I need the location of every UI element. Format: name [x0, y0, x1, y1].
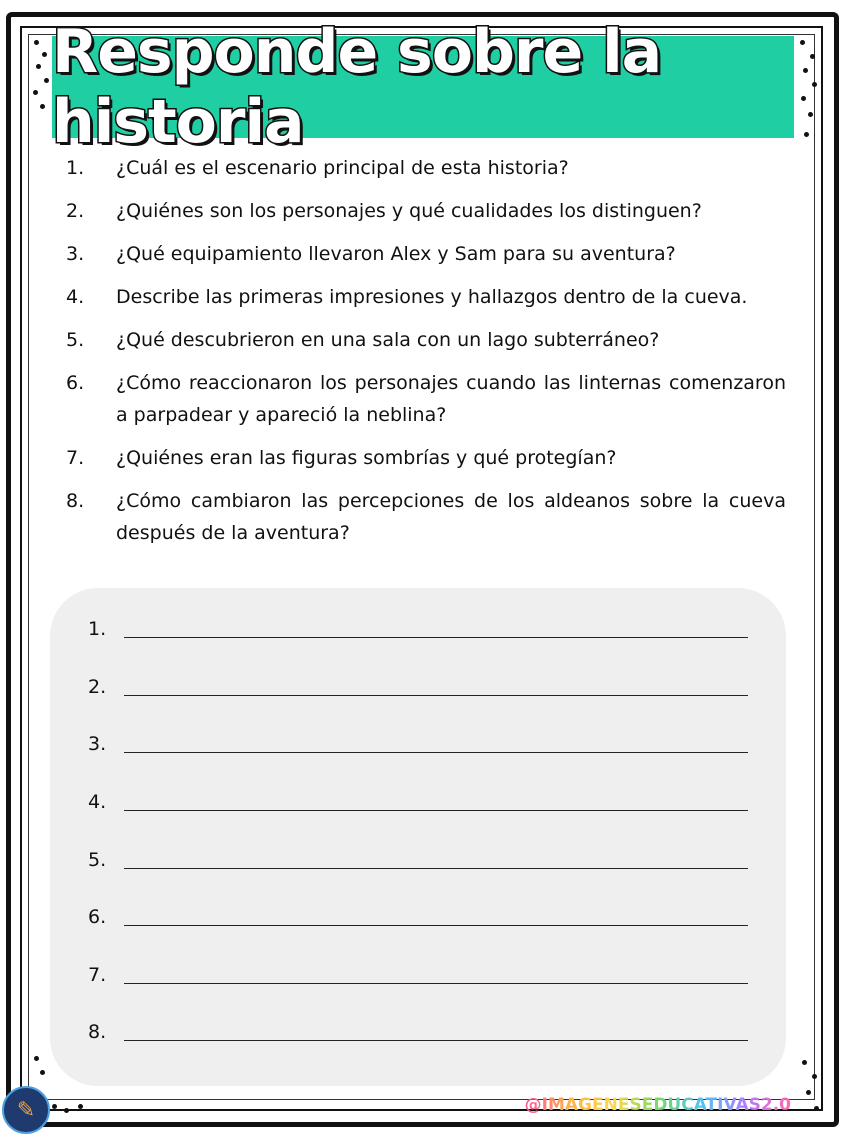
- question-item: [66, 152, 786, 184]
- answer-underline[interactable]: [124, 637, 748, 638]
- answer-box: [50, 588, 786, 1086]
- question-text: Describe las primeras impresiones y hallazgos dentro de la cueva.: [116, 286, 748, 308]
- question-item: [66, 367, 786, 431]
- pencil-logo-icon: ✎: [2, 1086, 50, 1134]
- question-text: ¿Qué equipamiento llevaron Alex y Sam para su aventura?: [116, 243, 676, 265]
- answer-underline[interactable]: [124, 810, 748, 811]
- answer-underline[interactable]: [124, 752, 748, 753]
- question-number: 1.: [66, 157, 85, 179]
- answer-underline[interactable]: [124, 868, 748, 869]
- answer-line[interactable]: [88, 602, 748, 642]
- answer-underline[interactable]: [124, 1040, 748, 1041]
- title-banner: [52, 17, 794, 157]
- answer-underline[interactable]: [124, 925, 748, 926]
- question-text: ¿Qué descubrieron en una sala con un lago subterráneo?: [116, 329, 660, 351]
- question-number: 8.: [66, 490, 85, 512]
- answer-line[interactable]: [88, 775, 748, 815]
- question-item: [66, 281, 786, 313]
- answer-underline[interactable]: [124, 983, 748, 984]
- question-text: ¿Cómo reaccionaron los personajes cuando las linternas comenzaron a parpadear y apareció la neblina?: [116, 372, 786, 426]
- question-text: ¿Quiénes son los personajes y qué cualidades los distinguen?: [116, 200, 702, 222]
- question-item: [66, 442, 786, 474]
- page-title: Responde sobre la historia: [52, 17, 662, 157]
- answer-number: 3.: [88, 733, 107, 755]
- question-text: ¿Cuál es el escenario principal de esta historia?: [116, 157, 569, 179]
- question-number: 5.: [66, 329, 85, 351]
- answer-number: 4.: [88, 791, 107, 813]
- answer-number: 5.: [88, 849, 107, 871]
- question-item: [66, 485, 786, 549]
- answer-number: 8.: [88, 1021, 107, 1043]
- answer-line[interactable]: [88, 1005, 748, 1045]
- answer-number: 1.: [88, 618, 107, 640]
- question-text: ¿Quiénes eran las figuras sombrías y qué protegían?: [116, 447, 617, 469]
- answer-line[interactable]: [88, 833, 748, 873]
- question-item: [66, 324, 786, 356]
- footer-handle: @IMAGENESEDUCATIVAS2.0: [524, 1095, 791, 1115]
- answer-number: 2.: [88, 676, 107, 698]
- question-number: 2.: [66, 200, 85, 222]
- answer-line[interactable]: [88, 890, 748, 930]
- answer-underline[interactable]: [124, 695, 748, 696]
- answer-line[interactable]: [88, 717, 748, 757]
- question-item: [66, 238, 786, 270]
- question-list: [66, 152, 786, 560]
- question-number: 3.: [66, 243, 85, 265]
- question-number: 4.: [66, 286, 85, 308]
- question-number: 7.: [66, 447, 85, 469]
- question-item: [66, 195, 786, 227]
- answer-number: 6.: [88, 906, 107, 928]
- question-number: 6.: [66, 372, 85, 394]
- answer-number: 7.: [88, 964, 107, 986]
- question-text: ¿Cómo cambiaron las percepciones de los aldeanos sobre la cueva después de la aventura?: [116, 490, 786, 544]
- answer-line[interactable]: [88, 948, 748, 988]
- answer-line[interactable]: [88, 660, 748, 700]
